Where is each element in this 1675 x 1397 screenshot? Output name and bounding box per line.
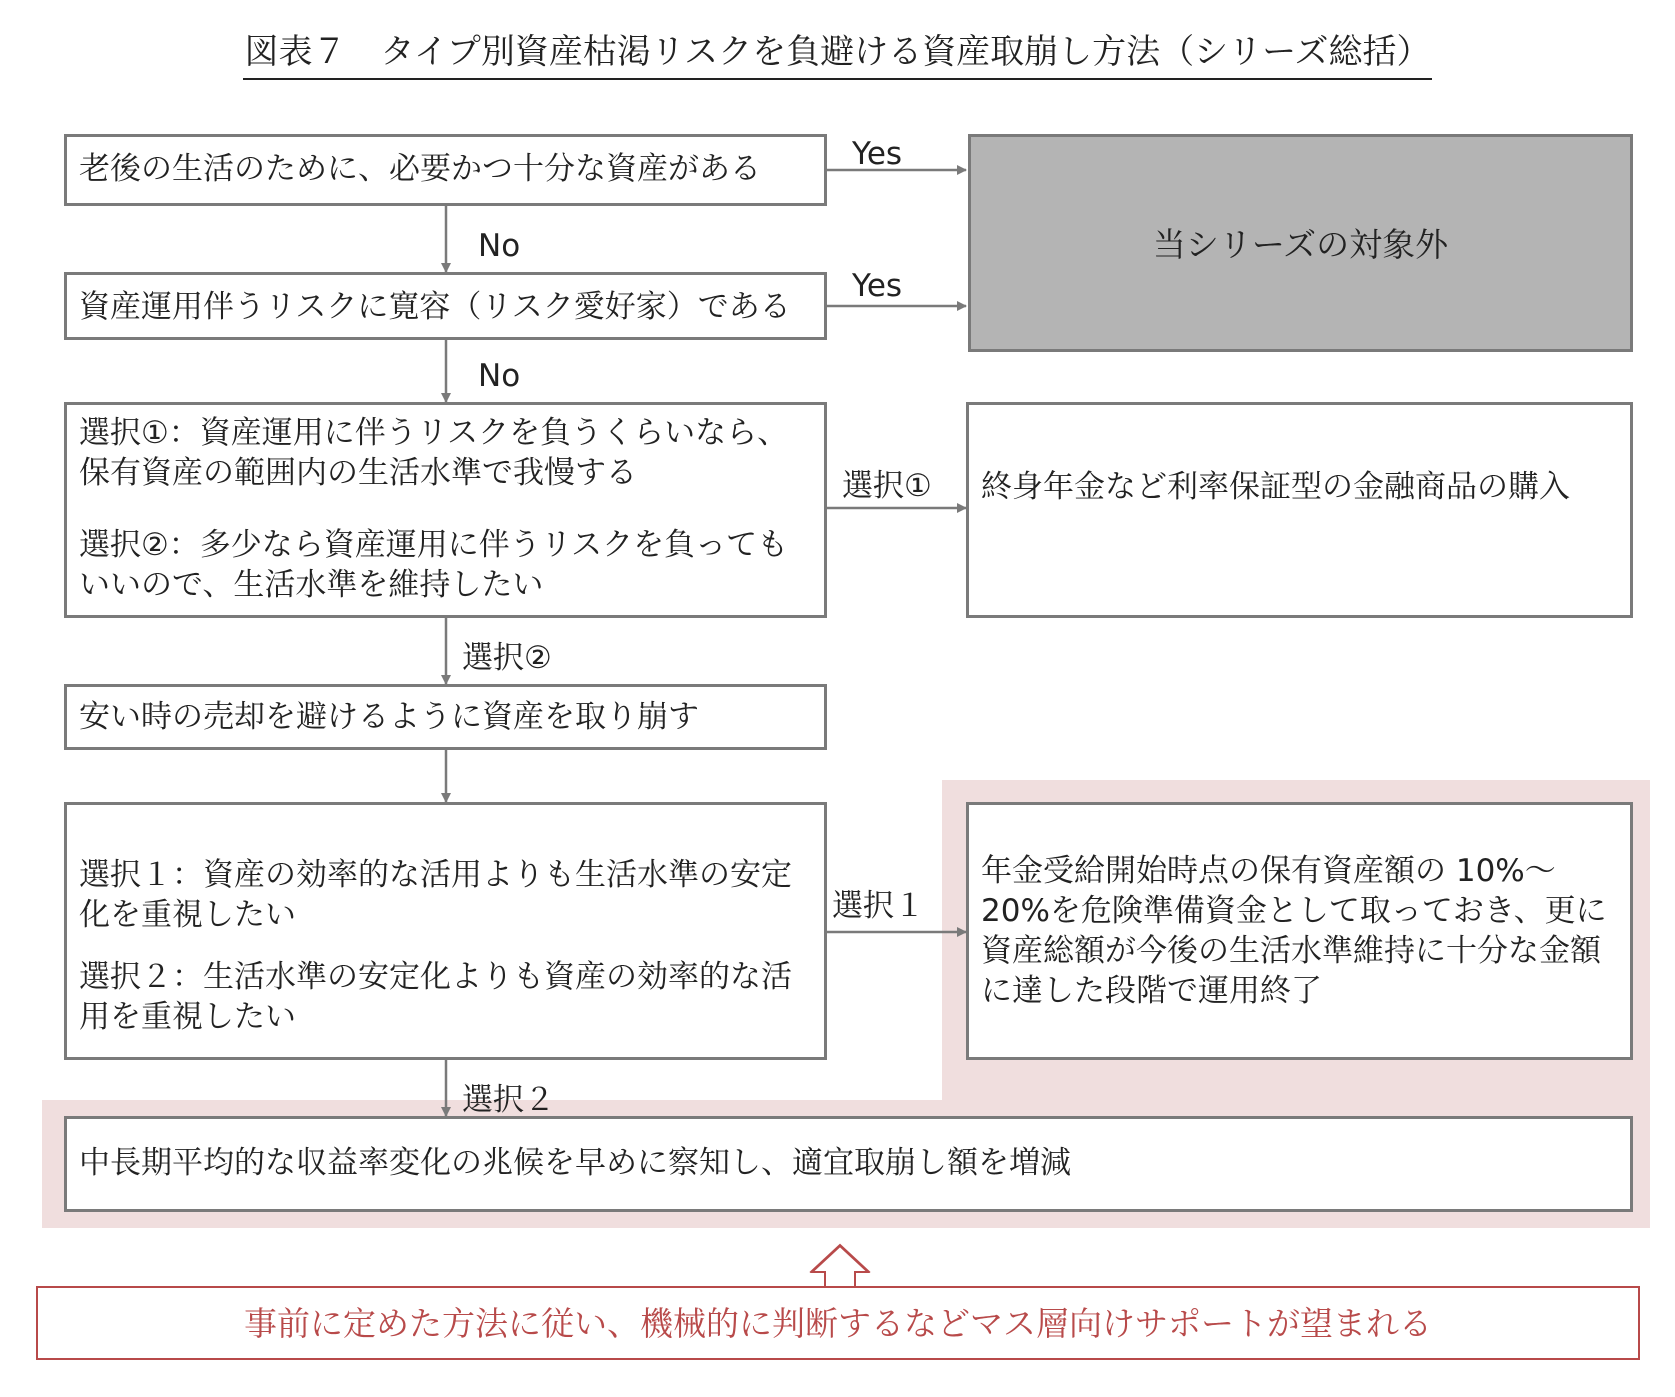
edge-label-sel2-circ: 選択② xyxy=(462,640,552,676)
edge-label-sel-2: 選択２ xyxy=(462,1082,555,1118)
node-step-sell xyxy=(64,684,827,750)
node-excluded-text: 当シリーズの対象外 xyxy=(1152,225,1449,264)
edge-label-yes1: Yes xyxy=(852,136,903,172)
node-step-sell-text: 安い時の売却を避けるように資産を取り崩す xyxy=(79,699,699,735)
figure-title-text: 図表７ タイプ別資産枯渇リスクを負避ける資産取崩し方法（シリーズ総括） xyxy=(243,32,1433,80)
callout-text: 事前に定めた方法に従い、機械的に判断するなどマス層向けサポートが望まれる xyxy=(244,1304,1432,1343)
node-choice-a xyxy=(64,402,827,618)
node-q1 xyxy=(64,134,827,206)
node-choice-a2-text: 選択②：多少なら資産運用に伴うリスクを負ってもいいので、生活水準を維持したい xyxy=(79,527,789,603)
node-choice-b2-text: 選択２：生活水準の安定化よりも資産の効率的な活用を重視したい xyxy=(79,959,792,1035)
node-choice-b xyxy=(64,802,827,1060)
node-result-b2-text: 中長期平均的な収益率変化の兆候を早めに察知し、適宜取崩し額を増減 xyxy=(79,1145,1071,1181)
edge-label-no2: No xyxy=(478,358,521,394)
callout-up-arrow-shape xyxy=(812,1246,868,1287)
edge-label-sel-1: 選択１ xyxy=(832,888,925,924)
edge-label-sel1-circ: 選択① xyxy=(842,468,932,504)
node-choice-b1-text: 選択１：資産の効率的な活用よりも生活水準の安定化を重視したい xyxy=(79,857,792,933)
node-result-b2 xyxy=(64,1116,1633,1212)
edge-label-no1: No xyxy=(478,228,521,264)
node-result-b1-text: 年金受給開始時点の保有資産額の 10%～20%を危険準備資金として取っておき、更に資産総額が今後の生活水準維持に十分な金額に達した段階で運用終了 xyxy=(981,853,1607,1009)
edge-label-yes2: Yes xyxy=(852,268,903,304)
node-result-a1 xyxy=(966,402,1633,618)
node-excluded xyxy=(968,134,1633,352)
node-choice-a1-text: 選択①：資産運用に伴うリスクを負うくらいなら、保有資産の範囲内の生活水準で我慢する xyxy=(79,415,789,491)
node-result-b1 xyxy=(966,802,1633,1060)
node-q2 xyxy=(64,272,827,340)
node-result-a1-text: 終身年金など利率保証型の金融商品の購入 xyxy=(981,469,1570,505)
node-q1-text: 老後の生活のために、必要かつ十分な資産がある xyxy=(79,151,761,187)
callout-box xyxy=(36,1286,1640,1360)
node-q2-text: 資産運用伴うリスクに寛容（リスク愛好家）である xyxy=(79,289,791,325)
